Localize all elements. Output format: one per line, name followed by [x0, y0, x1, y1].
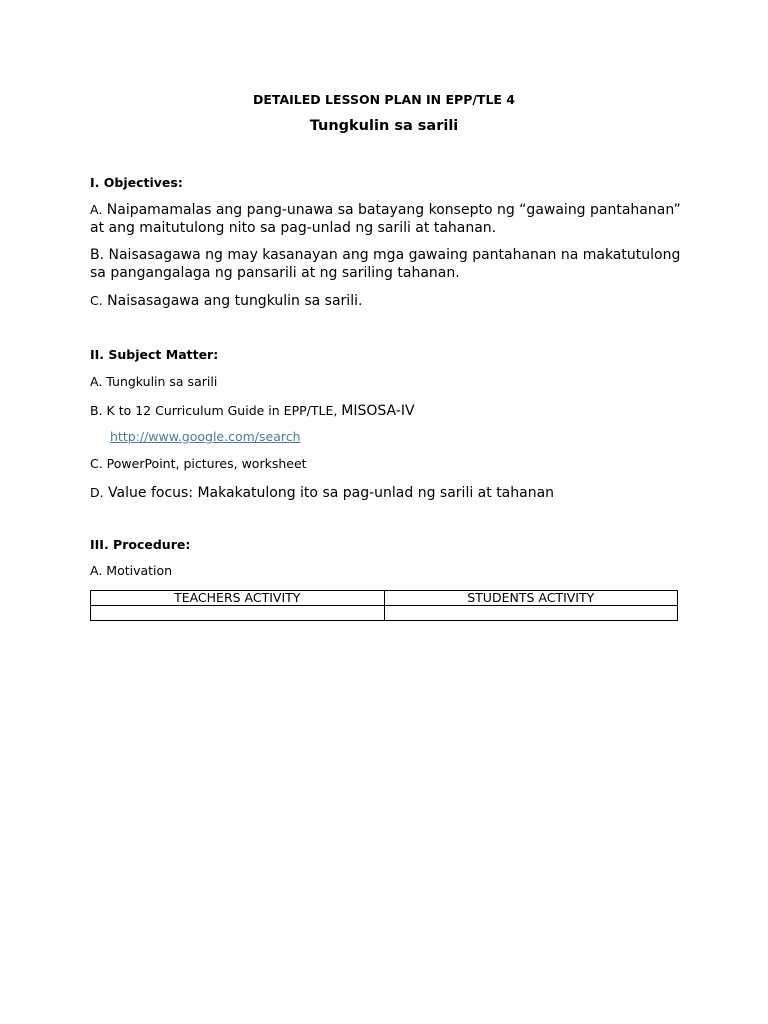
table-row [91, 606, 678, 621]
subject-matter-d-prefix: D. [90, 485, 104, 500]
document-subtitle: Tungkulin sa sarili [309, 118, 459, 134]
objective-c-prefix: C. [90, 293, 103, 308]
motivation-label: A. Motivation [90, 563, 173, 578]
objectives-heading: I. Objectives: [90, 175, 183, 190]
subject-matter-b [90, 400, 415, 419]
activity-table [90, 590, 678, 621]
objective-a-prefix: A. [90, 202, 103, 217]
subject-matter-b-prefix: B. K to 12 Curriculum Guide in EPP/TLE, [90, 403, 342, 418]
procedure-heading: III. Procedure: [90, 537, 191, 552]
teachers-activity-cell[interactable] [91, 606, 385, 621]
activity-table-header-row [91, 591, 678, 606]
subject-matter-a: A. Tungkulin sa sarili [90, 374, 218, 389]
objective-c [90, 292, 690, 310]
google-search-link[interactable]: http://www.google.com/search [110, 429, 301, 444]
teachers-activity-header: TEACHERS ACTIVITY [91, 591, 385, 606]
objective-b: B. Naisasagawa ng may kasanayan ang mga gawaing pantahanan na makatutulong sa pangangalaga ng pansarili at ng sariling tahanan. [90, 247, 681, 281]
subject-matter-heading: II. Subject Matter: [90, 347, 219, 362]
subject-matter-d [90, 482, 554, 501]
objective-c-text: Naisasagawa ang tungkulin sa sarili. [102, 293, 363, 309]
subject-matter-d-text: Value focus: Makakatulong ito sa pag-unlad ng sarili at tahanan [103, 485, 555, 501]
objective-a-text: Naipamamalas ang pang-unawa sa batayang konsepto ng “gawaing pantahanan” at ang maitutulong nito sa pag-unlad ng sarili at tahanan. [90, 202, 681, 236]
subject-matter-c: C. PowerPoint, pictures, worksheet [90, 456, 307, 471]
students-activity-header: STUDENTS ACTIVITY [384, 591, 678, 606]
objective-a [90, 201, 690, 237]
subject-matter-b-suffix: MISOSA-IV [341, 403, 415, 419]
students-activity-cell[interactable] [384, 606, 678, 621]
document-title: DETAILED LESSON PLAN IN EPP/TLE 4 [253, 92, 515, 107]
